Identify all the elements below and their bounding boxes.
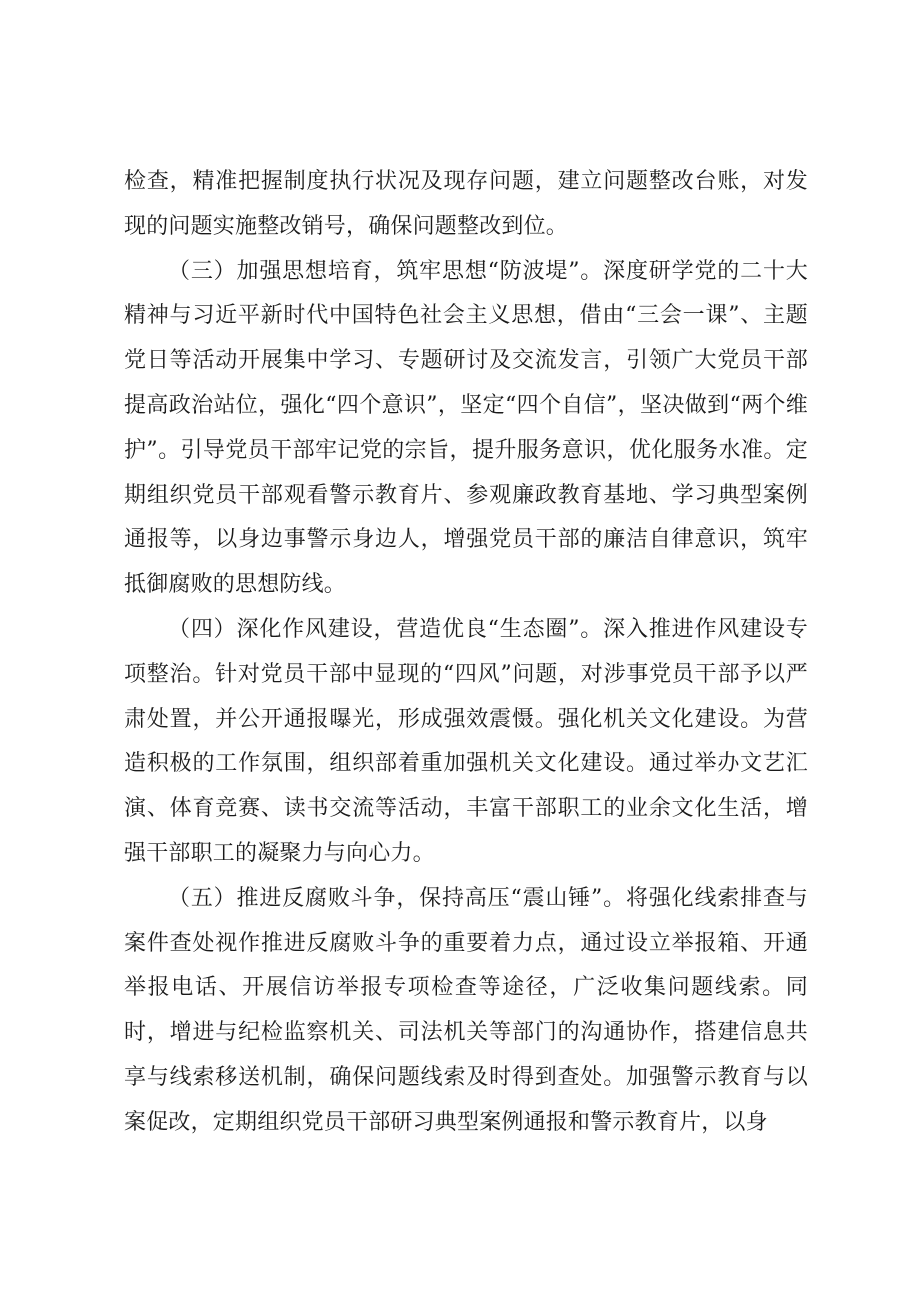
document-body [124, 160, 808, 1146]
paragraph-section-4: （四）深化作风建设，营造优良“生态圈”。深入推进作风建设专项整治。针对党员干部中显现的“四风”问题，对涉事党员干部予以严肃处置，并公开通报曝光，形成强效震慑。强化机关文化建设。为营造积极的工作氛围，组织部着重加强机关文化建设。通过举办文艺汇演、体育竞赛、读书交流等活动，丰富干部职工的业余文化生活，增强干部职工的凝聚力与向心力。 [124, 616, 808, 866]
paragraph-section-3: （三）加强思想培育，筑牢思想“防波堤”。深度研学党的二十大精神与习近平新时代中国特色社会主义思想，借由“三会一课”、主题党日等活动开展集中学习、专题研讨及交流发言，引领广大党员干部提高政治站位，强化“四个意识”，坚定“四个自信”，坚决做到“两个维护”。引导党员干部牢记党的宗旨，提升服务意识，优化服务水准。定期组织党员干部观看警示教育片、参观廉政教育基地、学习典型案例通报等，以身边事警示身边人，增强党员干部的廉洁自律意识，筑牢抵御腐败的思想防线。 [124, 258, 808, 598]
paragraph-section-5: （五）推进反腐败斗争，保持高压“震山锤”。将强化线索排查与案件查处视作推进反腐败斗争的重要着力点，通过设立举报箱、开通举报电话、开展信访举报专项检查等途径，广泛收集问题线索。同时，增进与纪检监察机关、司法机关等部门的沟通协作，搭建信息共享与线索移送机制，确保问题线索及时得到查处。加强警示教育与以案促改，定期组织党员干部研习典型案例通报和警示教育片，以身 [124, 885, 808, 1135]
paragraph-continuation: 检查，精准把握制度执行状况及现存问题，建立问题整改台账，对发现的问题实施整改销号，确保问题整改到位。 [124, 169, 808, 239]
